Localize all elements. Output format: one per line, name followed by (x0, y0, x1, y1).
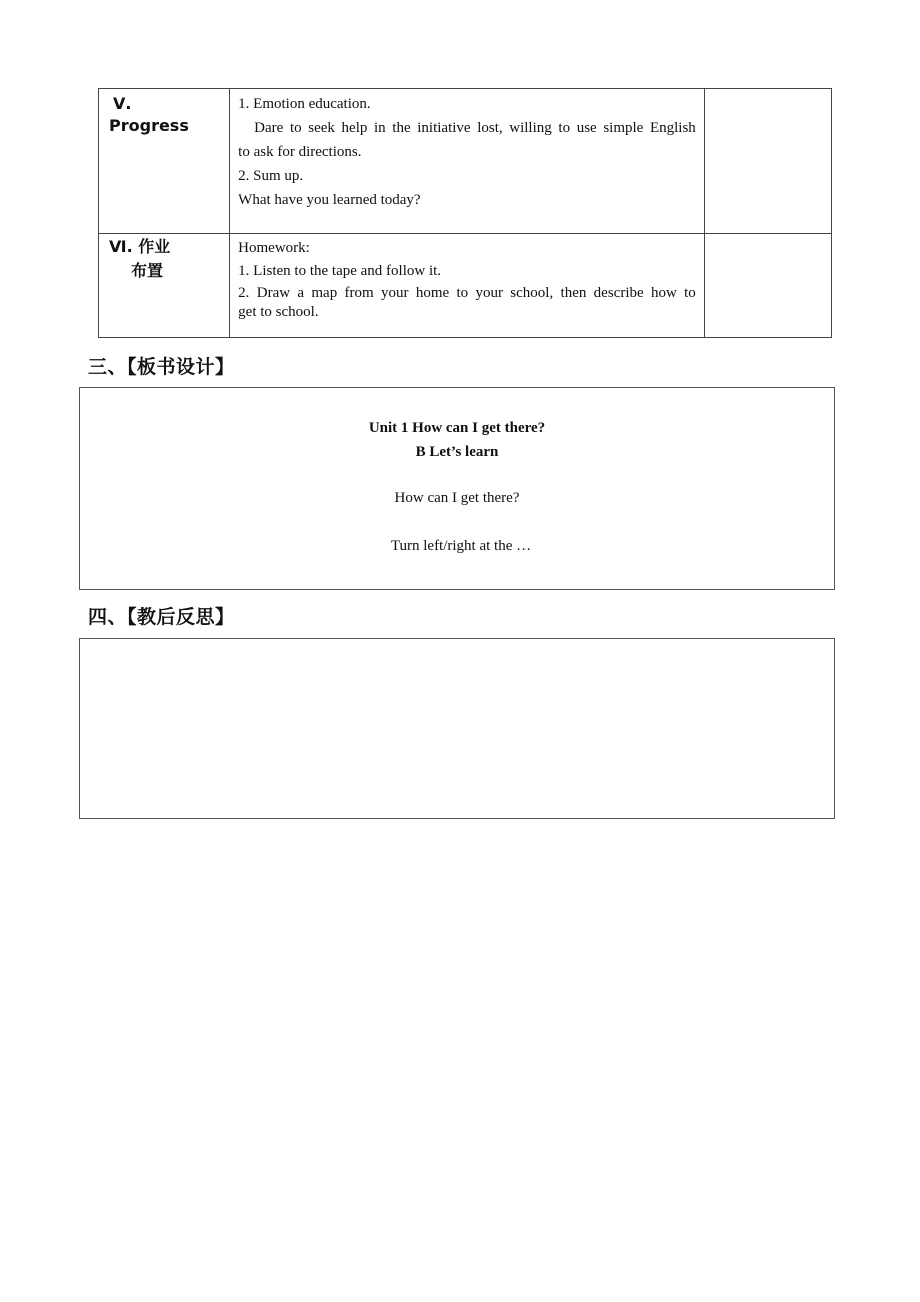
content-cell-homework (230, 234, 705, 338)
stage-name: 布置 (131, 261, 164, 280)
table-row-progress (99, 89, 832, 234)
stage-name: Progress (109, 116, 189, 135)
content-line: Dare to seek help in the initiative lost, willing to use simple English (254, 120, 696, 136)
board-title: Unit 1 How can I get there? (368, 420, 546, 436)
section-heading-board-design: 三、【板书设计】 (88, 356, 235, 378)
content-line: Homework: (238, 240, 310, 256)
note-cell-homework (704, 234, 831, 338)
content-line: 1. Emotion education. (238, 96, 371, 112)
stage-number: Ⅴ. (113, 94, 132, 113)
stage-cell-progress (99, 89, 230, 234)
content-line: 1. Listen to the tape and follow it. (238, 263, 442, 279)
table-row-homework (99, 234, 832, 338)
content-line: What have you learned today? (238, 192, 421, 208)
content-cell-progress (230, 89, 705, 234)
section-heading-reflection: 四、【教后反思】 (88, 606, 235, 628)
board-design-box (79, 387, 835, 590)
content-line: 2. Sum up. (238, 168, 304, 184)
content-line: 2. Draw a map from your home to your school, then describe how to (238, 285, 696, 301)
reflection-box (79, 638, 835, 819)
content-line: to ask for directions. (238, 144, 362, 160)
board-subtitle: B Let’s learn (415, 444, 499, 460)
stage-cell-homework (99, 234, 230, 338)
lesson-procedure-table (98, 88, 832, 338)
board-line-question: How can I get there? (394, 490, 520, 506)
stage-number: Ⅵ. 作业 (109, 237, 171, 256)
note-cell-progress (704, 89, 831, 234)
board-line-answer: Turn left/right at the … (390, 538, 532, 554)
content-line: get to school. (238, 304, 319, 320)
